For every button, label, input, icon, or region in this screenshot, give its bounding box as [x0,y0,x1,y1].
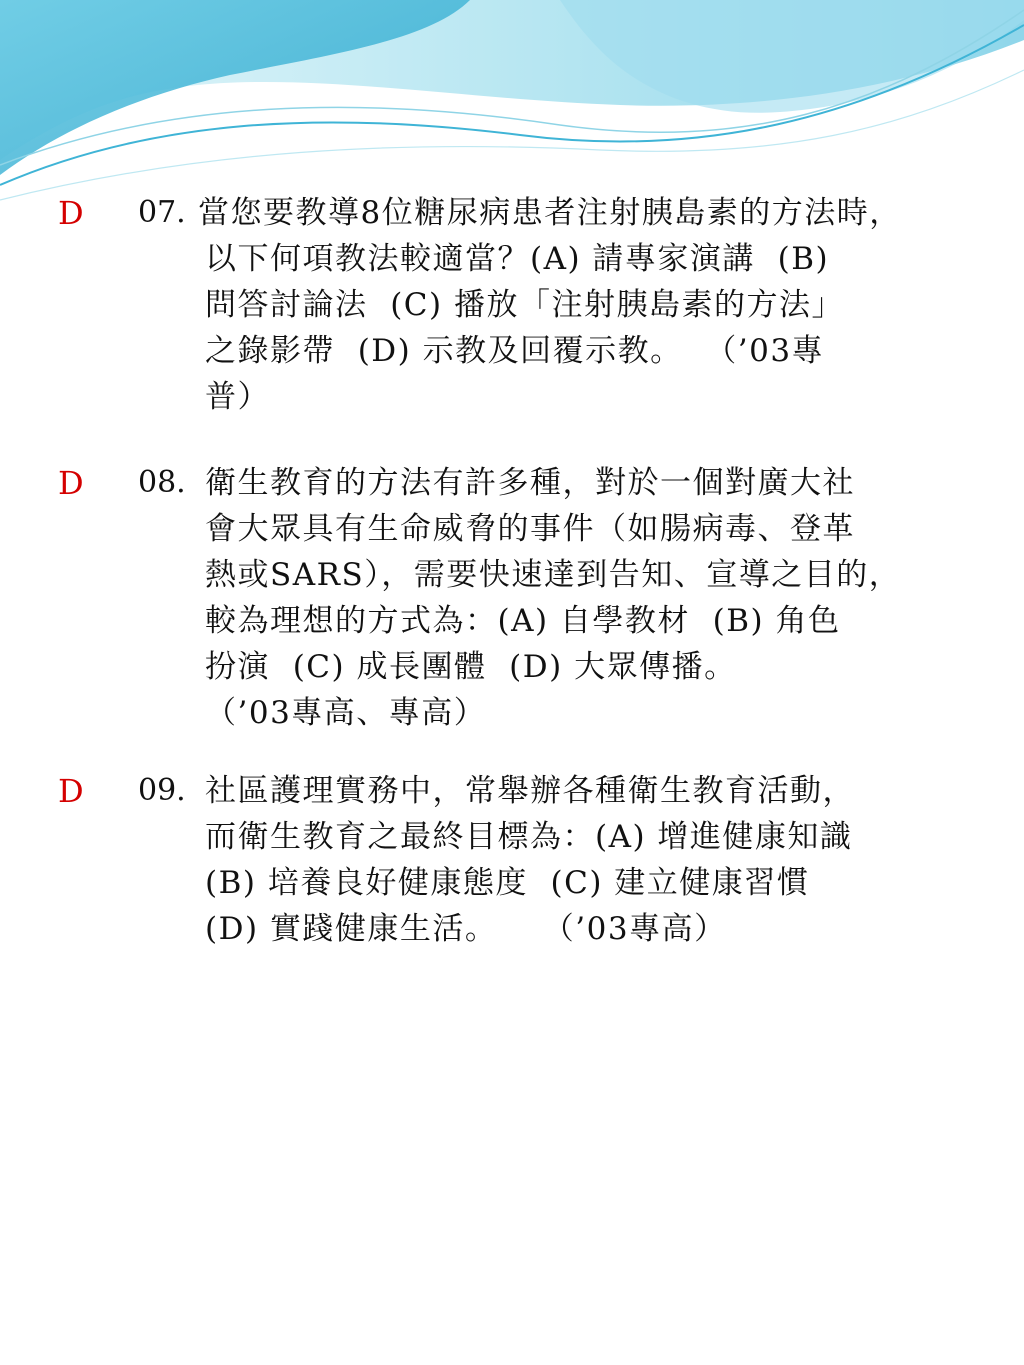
question-text-line: 以下何項教法較適當？(A) 請專家演講 (B) [205,241,830,277]
question-text-line: 當您要教導8位糖尿病患者注射胰島素的方法時， [198,195,902,231]
question-number: 07. [138,195,186,230]
question-number: 08. [138,465,186,500]
answer-key: D [58,194,84,232]
question-text-line: 衛生教育的方法有許多種，對於一個對廣大社 [205,465,855,501]
question-text-line: 而衛生教育之最終目標為：(A) 增進健康知識 [205,819,853,855]
question-text-line: 問答討論法 (C) 播放「注射胰島素的方法」 [205,287,844,323]
question-number: 09. [138,773,186,808]
question-text-line: 社區護理實務中，常舉辦各種衛生教育活動， [205,773,855,809]
question-text-line: 之錄影帶 (D) 示教及回覆示教。 （’03專 [205,333,825,369]
question-text-line: 會大眾具有生命威脅的事件（如腸病毒、登革 [205,511,855,547]
question-text-line: 扮演 (C) 成長團體 (D) 大眾傳播。 [205,649,737,685]
answer-key: D [58,464,84,502]
answer-key: D [58,772,84,810]
question-text-line: (D) 實踐健康生活。 （’03專高） [205,911,727,947]
header-wave-decoration [0,0,1024,210]
question-text-line: 較為理想的方式為：(A) 自學教材 (B) 角色 [205,603,841,639]
question-text-line: 普） [205,379,270,415]
question-text-line: 熱或SARS），需要快速達到告知、宣導之目的， [205,557,902,593]
question-text-line: (B) 培養良好健康態度 (C) 建立健康習慣 [205,865,810,901]
question-text-line: （’03專高、專高） [205,695,487,731]
